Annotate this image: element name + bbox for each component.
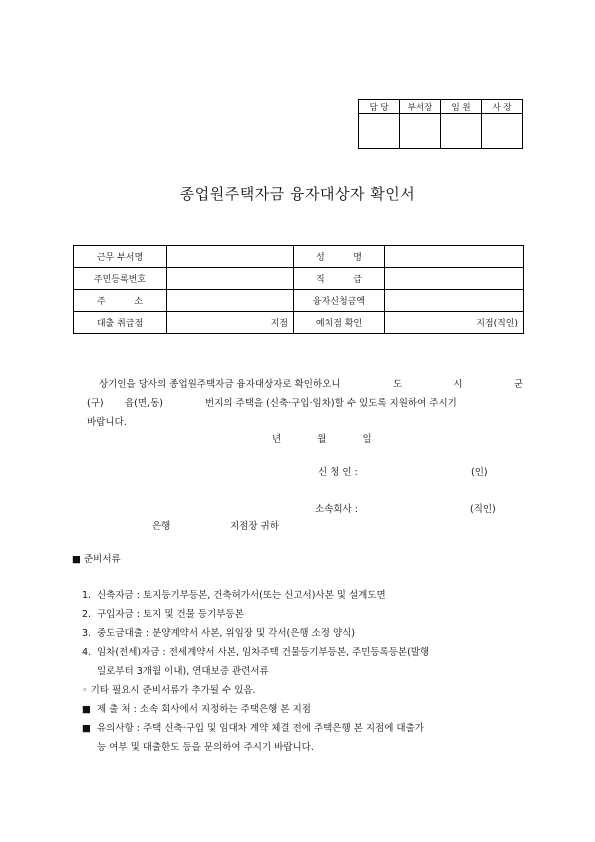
company-seal: (직인): [470, 504, 496, 515]
list-item: [82, 643, 532, 662]
applicant-info-table: [73, 245, 524, 334]
table-row: [74, 268, 524, 290]
approval-sign-executive[interactable]: [441, 114, 482, 149]
item-number: 1.: [82, 590, 92, 601]
label-address: 주 소: [74, 290, 167, 312]
paragraph-do: 도: [393, 379, 403, 390]
paragraph-si: 시: [453, 379, 463, 390]
caution-text: 유의사항 : 주택 신축·구입 및 임대차 계약 체결 전에 주택은행 본 지점에 대출가: [97, 723, 424, 734]
caution-continuation: 능 여부 및 대출한도 등을 문의하여 주시기 바랍니다.: [97, 742, 314, 753]
date-line: [272, 431, 372, 445]
item-continuation: 일로부터 3개월 이내), 연대보증 관련서류: [97, 666, 269, 677]
list-item: [82, 605, 532, 624]
applicant-seal: (인): [471, 467, 488, 478]
field-name[interactable]: [385, 246, 524, 268]
approval-header-manager: 부서장: [400, 100, 441, 114]
approval-sign-manager[interactable]: [400, 114, 441, 149]
item-number: 4.: [82, 647, 92, 658]
docs-note: ◦ 기타 필요시 준비서류가 추가될 수 있음.: [82, 685, 256, 696]
addressee-branch: 지점장 귀하: [230, 521, 279, 532]
list-item: [82, 624, 532, 643]
document-title: 종업원주택자금 융자대상자 확인서: [179, 185, 416, 203]
caution-note: [82, 719, 532, 738]
field-deposit-branch[interactable]: 지점(직인): [385, 312, 524, 334]
approval-box: [358, 99, 523, 149]
paragraph-gu: (구): [87, 398, 104, 409]
company-label: 소속회사 :: [315, 504, 358, 515]
label-loan-amount: 융자신청금액: [294, 290, 385, 312]
field-resident-number[interactable]: [167, 268, 294, 290]
list-item: [82, 586, 532, 605]
item-text: 임차(전세)자금 : 전세계약서 사본, 임차주택 건물등기부등본, 주민등록등본(발행: [97, 647, 430, 658]
item-number: 2.: [82, 609, 92, 620]
required-docs-heading: ■ 준비서류: [72, 554, 121, 565]
field-loan-amount[interactable]: [385, 290, 524, 312]
label-deposit-branch: 예치점 확인: [294, 312, 385, 334]
required-docs-list: [82, 586, 532, 757]
table-row: [74, 290, 524, 312]
approval-sign-staff[interactable]: [359, 114, 400, 149]
submit-text: 제 출 처 : 소속 회사에서 지정하는 주택은행 본 지점: [97, 704, 311, 715]
table-row: [74, 312, 524, 334]
item-text: 신축자금 : 토지등기부등본, 건축허가서(또는 신고서)사본 및 설계도면: [97, 590, 386, 601]
approval-header-president: 사 장: [482, 100, 523, 114]
approval-header-staff: 담 당: [359, 100, 400, 114]
submit-location: [82, 700, 532, 719]
item-text: 구입자금 : 토지 및 건물 등기부등본: [97, 609, 244, 620]
paragraph-eup: 읍(면,동): [125, 398, 163, 409]
approval-sign-president[interactable]: [482, 114, 523, 149]
date-year: 년: [272, 434, 282, 445]
date-month: 월: [317, 434, 327, 445]
square-bullet-icon: ■: [82, 723, 91, 734]
paragraph-line3: 바랍니다.: [87, 417, 127, 428]
paragraph-line1: 상기인을 당사의 종업원주택자금 융자대상자로 확인하오니: [99, 379, 341, 390]
field-rank[interactable]: [385, 268, 524, 290]
label-resident-number: 주민등록번호: [74, 268, 167, 290]
square-bullet-icon: ■: [82, 704, 91, 715]
field-address[interactable]: [167, 290, 294, 312]
date-day: 일: [362, 434, 372, 445]
label-name: 성 명: [294, 246, 385, 268]
approval-header-executive: 임 원: [441, 100, 482, 114]
confirmation-paragraph: [87, 375, 523, 432]
label-rank: 직 급: [294, 268, 385, 290]
field-department[interactable]: [167, 246, 294, 268]
item-text: 중도금대출 : 분양계약서 사본, 위임장 및 각서(은행 소정 양식): [97, 628, 356, 639]
applicant-label: 신 청 인 :: [318, 467, 358, 478]
table-row: [74, 246, 524, 268]
paragraph-line2: 번지의 주택을 (신축·구입·임차)할 수 있도록 지원하여 주시기: [205, 398, 457, 409]
addressee-bank: 은행: [152, 521, 171, 532]
item-number: 3.: [82, 628, 92, 639]
paragraph-gun: 군: [513, 379, 523, 390]
label-loan-branch: 대출 취급점: [74, 312, 167, 334]
label-department: 근무 부서명: [74, 246, 167, 268]
company-line: [315, 501, 358, 515]
applicant-line: [318, 464, 358, 478]
field-loan-branch[interactable]: 지점: [167, 312, 294, 334]
